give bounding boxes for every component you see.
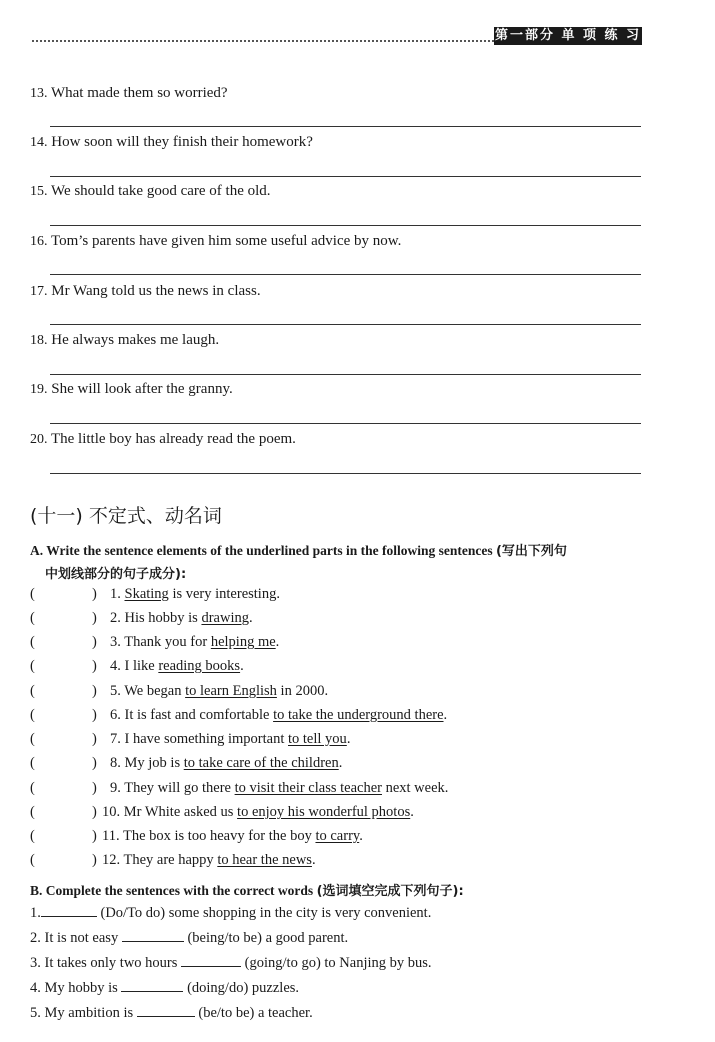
item-number: 10. <box>102 804 121 820</box>
question-number: 20. <box>30 432 48 447</box>
answer-line-16[interactable] <box>50 274 641 275</box>
underlined-part: to take care of the children <box>183 755 339 771</box>
item-text: puzzles. <box>248 980 300 996</box>
fill-blank[interactable] <box>122 929 184 942</box>
answer-paren-open[interactable]: ( <box>30 610 35 626</box>
item-number: 1. <box>30 905 41 921</box>
answer-paren-close: ) <box>92 707 97 723</box>
item-number: 6. <box>110 707 121 723</box>
item-text: some shopping in the city is very convenient. <box>165 905 432 921</box>
item-number: 9. <box>110 780 121 796</box>
answer-paren-close: ) <box>92 683 97 699</box>
item-text: I have something important <box>124 731 288 747</box>
item-text: My job is <box>124 755 184 771</box>
item-text: They will go there <box>124 780 235 796</box>
instruction-cn: (写出下列句 <box>495 544 567 559</box>
answer-paren-open[interactable]: ( <box>30 634 35 650</box>
answer-paren-open[interactable]: ( <box>30 780 35 796</box>
item-number: 4. <box>110 658 121 674</box>
word-options: (be/to be) <box>198 1005 255 1021</box>
answer-paren-open[interactable]: ( <box>30 683 35 699</box>
question-text: We should take good care of the old. <box>50 183 271 199</box>
question-17 <box>30 283 261 300</box>
question-number: 15. <box>30 184 48 199</box>
answer-line-13[interactable] <box>50 126 641 127</box>
fill-blank[interactable] <box>181 954 241 967</box>
answer-paren-open[interactable]: ( <box>30 804 35 820</box>
question-text: Mr Wang told us the news in class. <box>51 283 261 299</box>
question-number: 19. <box>30 382 48 397</box>
instruction-cn: (选词填空完成下列句子): <box>316 884 464 899</box>
answer-paren-close: ) <box>92 731 97 747</box>
answer-paren-close: ) <box>92 755 97 771</box>
answer-line-20[interactable] <box>50 473 641 474</box>
item-text: His hobby is <box>124 610 202 626</box>
answer-line-17[interactable] <box>50 324 641 325</box>
question-16 <box>30 233 401 250</box>
item-text: . <box>275 634 280 650</box>
item-number: 8. <box>110 755 121 771</box>
item-number: 7. <box>110 731 121 747</box>
item-text: to Nanjing by bus. <box>320 955 432 971</box>
instruction-en: B. Complete the sentences with the correct words <box>30 883 314 898</box>
item-text: is very interesting. <box>168 586 280 602</box>
item-text: . <box>311 852 316 868</box>
item-number: 3. <box>110 634 121 650</box>
part-b-item-1 <box>30 904 431 922</box>
fill-blank[interactable] <box>137 1004 195 1017</box>
item-number: 11. <box>102 828 120 844</box>
answer-paren-open[interactable]: ( <box>30 852 35 868</box>
question-19 <box>30 381 233 398</box>
answer-paren-open[interactable]: ( <box>30 586 35 602</box>
item-number: 4. <box>30 980 41 996</box>
answer-paren-close: ) <box>92 852 97 868</box>
item-text: The box is too heavy for the boy <box>122 828 316 844</box>
item-text: a good parent. <box>261 930 349 946</box>
answer-line-18[interactable] <box>50 374 641 375</box>
item-text: My ambition is <box>44 1005 137 1021</box>
underlined-part: to visit their class teacher <box>234 780 382 796</box>
underlined-part: drawing <box>201 610 249 626</box>
question-number: 17. <box>30 284 48 299</box>
question-text: She will look after the granny. <box>51 381 233 397</box>
answer-paren-close: ) <box>92 634 97 650</box>
item-text: My hobby is <box>44 980 122 996</box>
item-text: We began <box>124 683 186 699</box>
section-tag: 第一部分 单 项 练 习 <box>494 28 642 43</box>
answer-paren-open[interactable]: ( <box>30 828 35 844</box>
answer-paren-close: ) <box>92 610 97 626</box>
underlined-part: to learn English <box>185 683 277 699</box>
underlined-part: to take the underground there <box>273 707 444 723</box>
answer-paren-close: ) <box>92 586 97 602</box>
section-title: (十一) 不定式、动名词 <box>30 505 222 527</box>
question-text: Tom’s parents have given him some useful advice by now. <box>50 233 402 249</box>
part-a-instruction-cont <box>45 563 186 582</box>
part-b-instruction <box>30 880 464 899</box>
question-number: 18. <box>30 333 48 348</box>
underlined-part: Skating <box>124 586 169 602</box>
instruction-en: A. Write the sentence elements of the underlined parts in the following sentences <box>30 543 493 558</box>
underlined-part: to hear the news <box>217 852 312 868</box>
word-options: (being/to be) <box>187 930 262 946</box>
answer-line-15[interactable] <box>50 225 641 226</box>
answer-paren-open[interactable]: ( <box>30 755 35 771</box>
fill-blank[interactable] <box>41 904 97 917</box>
answer-paren-close: ) <box>92 780 97 796</box>
item-text: a teacher. <box>254 1005 313 1021</box>
answer-line-19[interactable] <box>50 423 641 424</box>
part-b-item-4 <box>30 979 299 997</box>
part-a-instruction <box>30 540 567 559</box>
underlined-part: to carry <box>315 828 360 844</box>
question-number: 14. <box>30 135 48 150</box>
answer-paren-open[interactable]: ( <box>30 658 35 674</box>
item-text: . <box>248 610 253 626</box>
item-number: 1. <box>110 586 121 602</box>
word-options: (Do/To do) <box>100 905 166 921</box>
item-text: . <box>359 828 363 844</box>
underlined-part: to enjoy his wonderful photos <box>237 804 411 820</box>
item-number: 2. <box>110 610 121 626</box>
instruction-cn: 中划线部分的句子成分): <box>45 567 187 582</box>
underlined-part: reading books <box>158 658 241 674</box>
question-text: How soon will they finish their homework? <box>51 134 313 150</box>
item-number: 5. <box>30 1005 41 1021</box>
question-20 <box>30 431 296 448</box>
header-dotted-rule <box>32 40 494 42</box>
item-text: Thank you for <box>124 634 211 650</box>
part-b-item-3 <box>30 954 432 972</box>
item-text: . <box>338 755 343 771</box>
question-text: What made them so worried? <box>50 85 228 101</box>
answer-paren-close: ) <box>92 828 97 844</box>
word-options: (going/to go) <box>244 955 321 971</box>
item-number: 12. <box>102 852 121 868</box>
item-text: . <box>346 731 351 747</box>
answer-paren-open[interactable]: ( <box>30 707 35 723</box>
question-13 <box>30 85 228 102</box>
fill-blank[interactable] <box>121 979 183 992</box>
item-number: 3. <box>30 955 41 971</box>
item-text: . <box>410 804 414 820</box>
answer-paren-close: ) <box>92 804 97 820</box>
item-text: in 2000. <box>276 683 329 699</box>
underlined-part: to tell you <box>288 731 347 747</box>
question-15 <box>30 183 271 200</box>
question-number: 16. <box>30 234 48 249</box>
item-text: Mr White asked us <box>123 804 238 820</box>
item-number: 2. <box>30 930 41 946</box>
item-text: It is fast and comfortable <box>124 707 274 723</box>
item-text: . <box>443 707 448 723</box>
answer-paren-close: ) <box>92 658 97 674</box>
part-b-item-2 <box>30 929 348 947</box>
underlined-part: helping me <box>210 634 276 650</box>
question-14 <box>30 134 313 151</box>
item-text: next week. <box>381 780 449 796</box>
question-number: 13. <box>30 86 48 101</box>
item-text: It is not easy <box>44 930 122 946</box>
question-18 <box>30 332 219 349</box>
part-b-item-5 <box>30 1004 313 1022</box>
item-text: I like <box>124 658 159 674</box>
item-number: 5. <box>110 683 121 699</box>
item-text: . <box>240 658 244 674</box>
answer-line-14[interactable] <box>50 176 641 177</box>
question-text: The little boy has already read the poem. <box>50 431 296 447</box>
question-text: He always makes me laugh. <box>51 332 220 348</box>
item-text: They are happy <box>123 852 218 868</box>
answer-paren-open[interactable]: ( <box>30 731 35 747</box>
word-options: (doing/do) <box>187 980 249 996</box>
item-text: It takes only two hours <box>44 955 182 971</box>
